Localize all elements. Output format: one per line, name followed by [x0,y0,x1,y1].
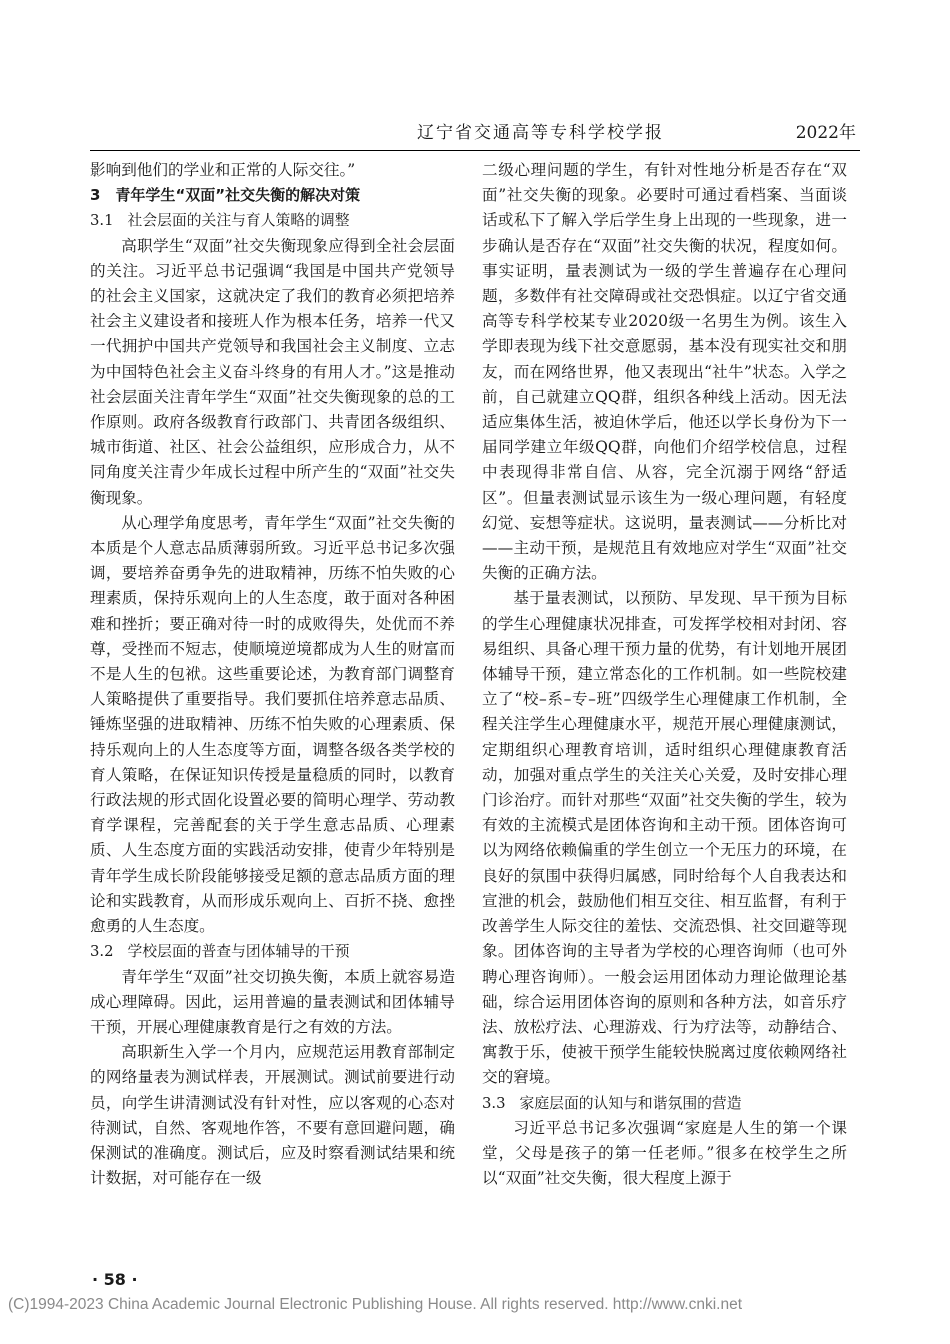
subsection-title: 学校层面的普查与团体辅导的干预 [127,943,350,961]
left-column [90,158,455,1191]
copyright-footer: (C)1994-2023 China Academic Journal Electronic Publishing House. All rights reserved. http://www.cnki.net [8,1296,743,1313]
paragraph: 青年学生“双面”社交切换失衡，本质上就容易造成心理障碍。因此，运用普遍的量表测试和团体辅导干预，开展心理健康教育是行之有效的方法。 [90,967,455,1036]
paragraph: 习近平总书记多次强调“家庭是人生的第一个课堂，父母是孩子的第一任老师。”很多在校学生之所以“双面”社交失衡，很大程度上源于 [482,1118,847,1188]
issue-year: 2022年 [795,123,856,143]
subsection-number: 3.3 [482,1094,506,1112]
subsection-title: 社会层面的关注与育人策略的调整 [127,212,350,230]
paragraph-continuation: 影响到他们的学业和正常的人际交往。” [90,161,356,179]
subsection-3-3-heading [482,1091,847,1116]
subsection-number: 3.1 [90,212,114,230]
paragraph-continuation: 二级心理问题的学生，有针对性地分析是否存在“双面”社交失衡的现象。必要时可通过看档案、当面谈话或私下了解入学后学生身上出现的一些现象，进一步确认是否存在“双面”社交失衡的状况，程度如何。事实证明，量表测试为一级的学生普遍存在心理问题，多数伴有社交障碍或社交恐惧症。以辽宁省交通高等专科学校某专业2020级一名男生为例。该生入学即表现为线下社交意愿弱，基本没有现实社交和朋友，而在网络世界，他又表现出“社牛”状态。入学之前，自己就建立QQ群，组织各种线上活动。因无法适应集体生活，被迫休学后，他还以学长身份为下一届同学建立年级QQ群，向他们介绍学校信息，过程中表现得非常自信、从容，完全沉溺于网络“舒适区”。但量表测试显示该生为一级心理问题，有轻度幻觉、妄想等症状。这说明，量表测试——分析比对——主动干预，是规范且有效地应对学生“双面”社交失衡的正确方法。 [482,161,847,583]
subsection-number: 3.2 [90,943,114,961]
running-header [90,118,860,142]
right-column [482,158,847,1191]
subsection-title: 家庭层面的认知与和谐氛围的营造 [519,1094,742,1112]
journal-title: 辽宁省交通高等专科学校学报 [417,123,664,143]
subsection-3-1-heading [90,208,455,233]
paragraph: 高职学生“双面”社交失衡现象应得到全社会层面的关注。习近平总书记强调“我国是中国共产党领导的社会主义国家，这就决定了我们的教育必须把培养社会主义建设者和接班人作为根本任务，培养一代又一代拥护中国共产党领导和我国社会主义制度、立志为中国特色社会主义奋斗终身的有用人才。”这是推动社会层面关注青年学生“双面”社交失衡现象的总的工作原则。政府各级教育行政部门、共青团各级组织、城市街道、社区、社会公益组织，应形成合力，从不同角度关注青少年成长过程中所产生的“双面”社交失衡现象。 [90,236,455,507]
header-rule [90,150,860,151]
paragraph: 从心理学角度思考，青年学生“双面”社交失衡的本质是个人意志品质薄弱所致。习近平总书记多次强调，要培养奋勇争先的进取精神，历练不怕失败的心理素质，保持乐观向上的人生态度，敢于面对各种困难和挫折；要正确对待一时的成败得失，处优而不养尊，受挫而不短志，使顺境逆境都成为人生的财富而不是人生的包袱。这些重要论述，为教育部门调整育人策略提供了重要指导。我们要抓住培养意志品质、锤炼坚强的进取精神、历练不怕失败的心理素质、保持乐观向上的人生态度等方面，调整各级各类学校的育人策略，在保证知识传授是量稳质的同时，以教育行政法规的形式固化设置必要的简明心理学、劳动教育学课程，完善配套的关于学生意志品质、心理素质、人生态度方面的实践活动安排，使青少年特别是青年学生成长阶段能够接受足额的意志品质方面的理论和实践教育，从而形成乐观向上、百折不挠、愈挫愈勇的人生态度。 [90,513,455,936]
subsection-3-2-heading [90,939,455,964]
page-number: · 58 · [92,1270,138,1289]
paragraph: 高职新生入学一个月内，应规范运用教育部制定的网络量表为测试样表，开展测试。测试前要进行动员，向学生讲清测试没有针对性，应以客观的心态对待测试，自然、客观地作答，不要有意回避问题，确保测试的准确度。测试后，应及时察看测试结果和统计数据，对可能存在一级 [90,1043,455,1188]
paragraph: 基于量表测试，以预防、早发现、早干预为目标的学生心理健康状况排查，可发挥学校相对封闭、容易组织、具备心理干预力量的优势，有计划地开展团体辅导干预，建立常态化的工作机制。如一些院校建立了“校–系–专–班”四级学生心理健康工作机制，全程关注学生心理健康水平，规范开展心理健康测试，定期组织心理教育培训，适时组织心理健康教育活动，加强对重点学生的关注关心关爱，及时安排心理门诊治疗。而针对那些“双面”社交失衡的学生，较为有效的主流模式是团体咨询和主动干预。团体咨询可以为网络依赖偏重的学生创立一个无压力的环境，在良好的氛围中获得归属感，同时给每个人自我表达和宣泄的机会，鼓励他们相互交往、相互监督，有利于改善学生人际交往的羞怯、交流恐惧、社交回避等现象。团体咨询的主导者为学校的心理咨询师（也可外聘心理咨询师）。一般会运用团体动力理论做理论基础，综合运用团体咨询的原则和各种方法，如音乐疗法、放松疗法、心理游戏、行为疗法等，动静结合、寓教于乐，使被干预学生能较快脱离过度依赖网络社交的窘境。 [482,589,847,1087]
section-3-heading: 3 青年学生“双面”社交失衡的解决对策 [90,186,361,205]
